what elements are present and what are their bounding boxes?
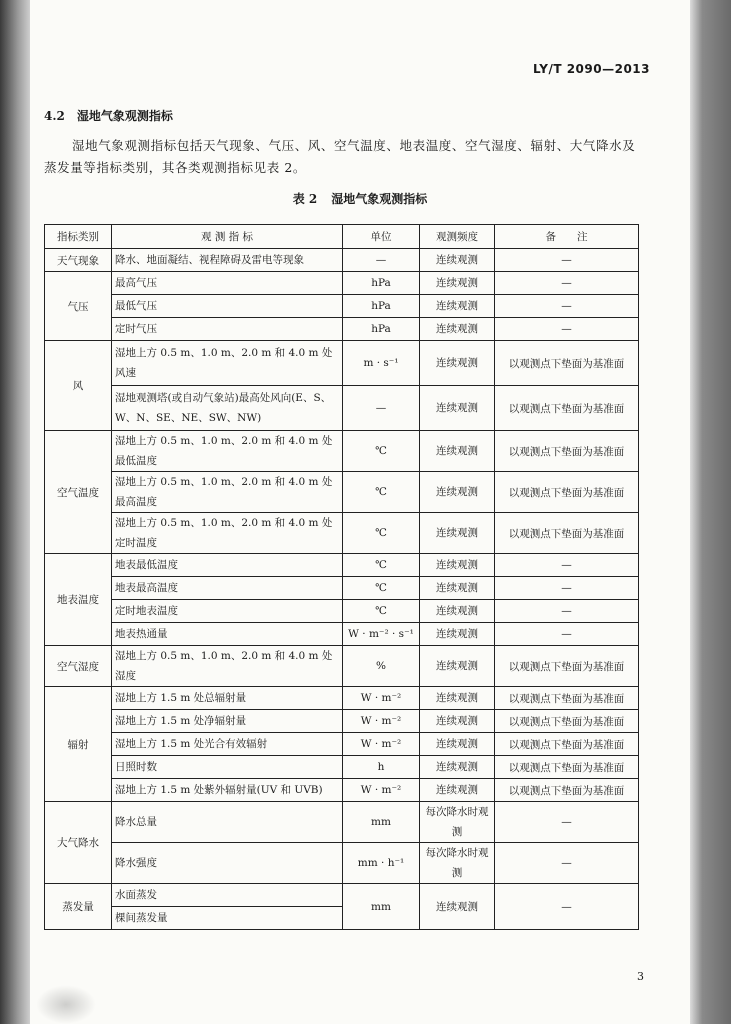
- item-cell: 降水、地面凝结、视程障碍及雷电等现象: [112, 249, 343, 272]
- frequency-cell: 连续观测: [420, 431, 495, 472]
- frequency-cell: 连续观测: [420, 513, 495, 554]
- item-cell: 地表热通量: [112, 623, 343, 646]
- category-cell: 空气温度: [45, 431, 112, 554]
- note-cell: —: [495, 802, 639, 843]
- standard-code: LY/T 2090—2013: [532, 62, 650, 76]
- frequency-cell: 连续观测: [420, 884, 495, 930]
- table-row: [45, 756, 639, 779]
- note-cell: —: [495, 884, 639, 930]
- item-cell: 湿地上方 0.5 m、1.0 m、2.0 m 和 4.0 m 处风速: [112, 341, 343, 386]
- item-cell: 湿地上方 1.5 m 处总辐射量: [112, 687, 343, 710]
- item-cell: 地表最高温度: [112, 577, 343, 600]
- frequency-cell: 连续观测: [420, 710, 495, 733]
- frequency-cell: 连续观测: [420, 472, 495, 513]
- unit-cell: W · m⁻²: [343, 779, 420, 802]
- body-paragraph: 湿地气象观测指标包括天气现象、气压、风、空气温度、地表温度、空气湿度、辐射、大气降水及蒸发量等指标类别，其各类观测指标见表 2。: [44, 138, 636, 175]
- scan-artifact: [36, 985, 96, 1024]
- category-cell: 大气降水: [45, 802, 112, 884]
- unit-cell: W · m⁻²: [343, 733, 420, 756]
- table-row: [45, 884, 639, 907]
- table-row: [45, 623, 639, 646]
- table-row: [45, 646, 639, 687]
- item-cell: 水面蒸发: [112, 884, 343, 907]
- table-row: [45, 577, 639, 600]
- frequency-cell: 连续观测: [420, 341, 495, 386]
- unit-cell: W · m⁻² · s⁻¹: [343, 623, 420, 646]
- item-cell: 降水强度: [112, 843, 343, 884]
- frequency-cell: 每次降水时观测: [420, 843, 495, 884]
- frequency-cell: 连续观测: [420, 687, 495, 710]
- item-cell: 湿地上方 1.5 m 处光合有效辐射: [112, 733, 343, 756]
- frequency-cell: 连续观测: [420, 318, 495, 341]
- category-cell: 气压: [45, 272, 112, 341]
- table-row: [45, 802, 639, 843]
- unit-cell: mm · h⁻¹: [343, 843, 420, 884]
- unit-cell: ℃: [343, 577, 420, 600]
- header-note: 备 注: [495, 225, 639, 249]
- unit-cell: mm: [343, 884, 420, 930]
- frequency-cell: 连续观测: [420, 646, 495, 687]
- page-number: 3: [637, 970, 644, 983]
- item-cell: 湿地观测塔(或自动气象站)最高处风向(E、S、W、N、SE、NE、SW、NW): [112, 386, 343, 431]
- table-row: [45, 472, 639, 513]
- frequency-cell: 连续观测: [420, 577, 495, 600]
- frequency-cell: 连续观测: [420, 733, 495, 756]
- note-cell: 以观测点下垫面为基准面: [495, 710, 639, 733]
- item-cell: 日照时数: [112, 756, 343, 779]
- category-cell: 地表温度: [45, 554, 112, 646]
- table-row: [45, 318, 639, 341]
- header-item: 观 测 指 标: [112, 225, 343, 249]
- table-row: [45, 295, 639, 318]
- frequency-cell: 连续观测: [420, 600, 495, 623]
- item-cell: 湿地上方 0.5 m、1.0 m、2.0 m 和 4.0 m 处湿度: [112, 646, 343, 687]
- note-cell: —: [495, 623, 639, 646]
- frequency-cell: 连续观测: [420, 249, 495, 272]
- frequency-cell: 每次降水时观测: [420, 802, 495, 843]
- item-cell: 湿地上方 0.5 m、1.0 m、2.0 m 和 4.0 m 处最低温度: [112, 431, 343, 472]
- unit-cell: ℃: [343, 431, 420, 472]
- table-row: [45, 710, 639, 733]
- note-cell: —: [495, 272, 639, 295]
- unit-cell: —: [343, 249, 420, 272]
- frequency-cell: 连续观测: [420, 779, 495, 802]
- unit-cell: h: [343, 756, 420, 779]
- note-cell: 以观测点下垫面为基准面: [495, 513, 639, 554]
- table-row: [45, 431, 639, 472]
- category-cell: 蒸发量: [45, 884, 112, 930]
- note-cell: —: [495, 577, 639, 600]
- unit-cell: ℃: [343, 600, 420, 623]
- item-cell: 最低气压: [112, 295, 343, 318]
- table-row: [45, 249, 639, 272]
- table-row: [45, 341, 639, 386]
- item-cell: 湿地上方 0.5 m、1.0 m、2.0 m 和 4.0 m 处最高温度: [112, 472, 343, 513]
- section-title: 湿地气象观测指标: [76, 109, 173, 123]
- table-header-row: [45, 225, 639, 249]
- note-cell: 以观测点下垫面为基准面: [495, 386, 639, 431]
- unit-cell: ℃: [343, 472, 420, 513]
- unit-cell: hPa: [343, 272, 420, 295]
- note-cell: 以观测点下垫面为基准面: [495, 646, 639, 687]
- table-row: [45, 600, 639, 623]
- scan-edge-right: [690, 0, 731, 1024]
- note-cell: 以观测点下垫面为基准面: [495, 733, 639, 756]
- section-number: 4.2: [44, 109, 65, 123]
- table-row: [45, 554, 639, 577]
- table-row: [45, 779, 639, 802]
- note-cell: 以观测点下垫面为基准面: [495, 756, 639, 779]
- frequency-cell: 连续观测: [420, 554, 495, 577]
- category-cell: 辐射: [45, 687, 112, 802]
- item-cell: 最高气压: [112, 272, 343, 295]
- note-cell: —: [495, 318, 639, 341]
- frequency-cell: 连续观测: [420, 386, 495, 431]
- unit-cell: mm: [343, 802, 420, 843]
- note-cell: 以观测点下垫面为基准面: [495, 779, 639, 802]
- table-caption-title: 湿地气象观测指标: [331, 192, 428, 206]
- note-cell: 以观测点下垫面为基准面: [495, 687, 639, 710]
- item-cell: 湿地上方 1.5 m 处紫外辐射量(UV 和 UVB): [112, 779, 343, 802]
- observation-table: [44, 224, 639, 930]
- item-cell: 湿地上方 0.5 m、1.0 m、2.0 m 和 4.0 m 处定时温度: [112, 513, 343, 554]
- table-caption-number: 表 2: [292, 192, 318, 206]
- category-cell: 天气现象: [45, 249, 112, 272]
- frequency-cell: 连续观测: [420, 756, 495, 779]
- frequency-cell: 连续观测: [420, 623, 495, 646]
- note-cell: —: [495, 295, 639, 318]
- table-caption: [30, 190, 690, 207]
- category-cell: 风: [45, 341, 112, 431]
- table-row: [45, 687, 639, 710]
- table-row: [45, 513, 639, 554]
- header-unit: 单位: [343, 225, 420, 249]
- frequency-cell: 连续观测: [420, 295, 495, 318]
- header-category: 指标类别: [45, 225, 112, 249]
- item-cell: 定时气压: [112, 318, 343, 341]
- unit-cell: —: [343, 386, 420, 431]
- note-cell: —: [495, 843, 639, 884]
- unit-cell: W · m⁻²: [343, 687, 420, 710]
- note-cell: —: [495, 249, 639, 272]
- unit-cell: ℃: [343, 513, 420, 554]
- document-page: [30, 0, 690, 1024]
- item-cell: 定时地表温度: [112, 600, 343, 623]
- category-cell: 空气湿度: [45, 646, 112, 687]
- table-row: [45, 843, 639, 884]
- scan-edge-left: [0, 0, 30, 1024]
- unit-cell: hPa: [343, 295, 420, 318]
- unit-cell: ℃: [343, 554, 420, 577]
- unit-cell: %: [343, 646, 420, 687]
- note-cell: 以观测点下垫面为基准面: [495, 341, 639, 386]
- unit-cell: m · s⁻¹: [343, 341, 420, 386]
- note-cell: —: [495, 600, 639, 623]
- item-cell: 降水总量: [112, 802, 343, 843]
- unit-cell: W · m⁻²: [343, 710, 420, 733]
- table-row: [45, 386, 639, 431]
- unit-cell: hPa: [343, 318, 420, 341]
- note-cell: 以观测点下垫面为基准面: [495, 431, 639, 472]
- section-heading: [44, 107, 173, 124]
- frequency-cell: 连续观测: [420, 272, 495, 295]
- note-cell: —: [495, 554, 639, 577]
- table-row: [45, 272, 639, 295]
- item-cell: 地表最低温度: [112, 554, 343, 577]
- note-cell: 以观测点下垫面为基准面: [495, 472, 639, 513]
- item-cell: 湿地上方 1.5 m 处净辐射量: [112, 710, 343, 733]
- table-row: [45, 733, 639, 756]
- header-frequency: 观测频度: [420, 225, 495, 249]
- item-cell: 棵间蒸发量: [112, 907, 343, 930]
